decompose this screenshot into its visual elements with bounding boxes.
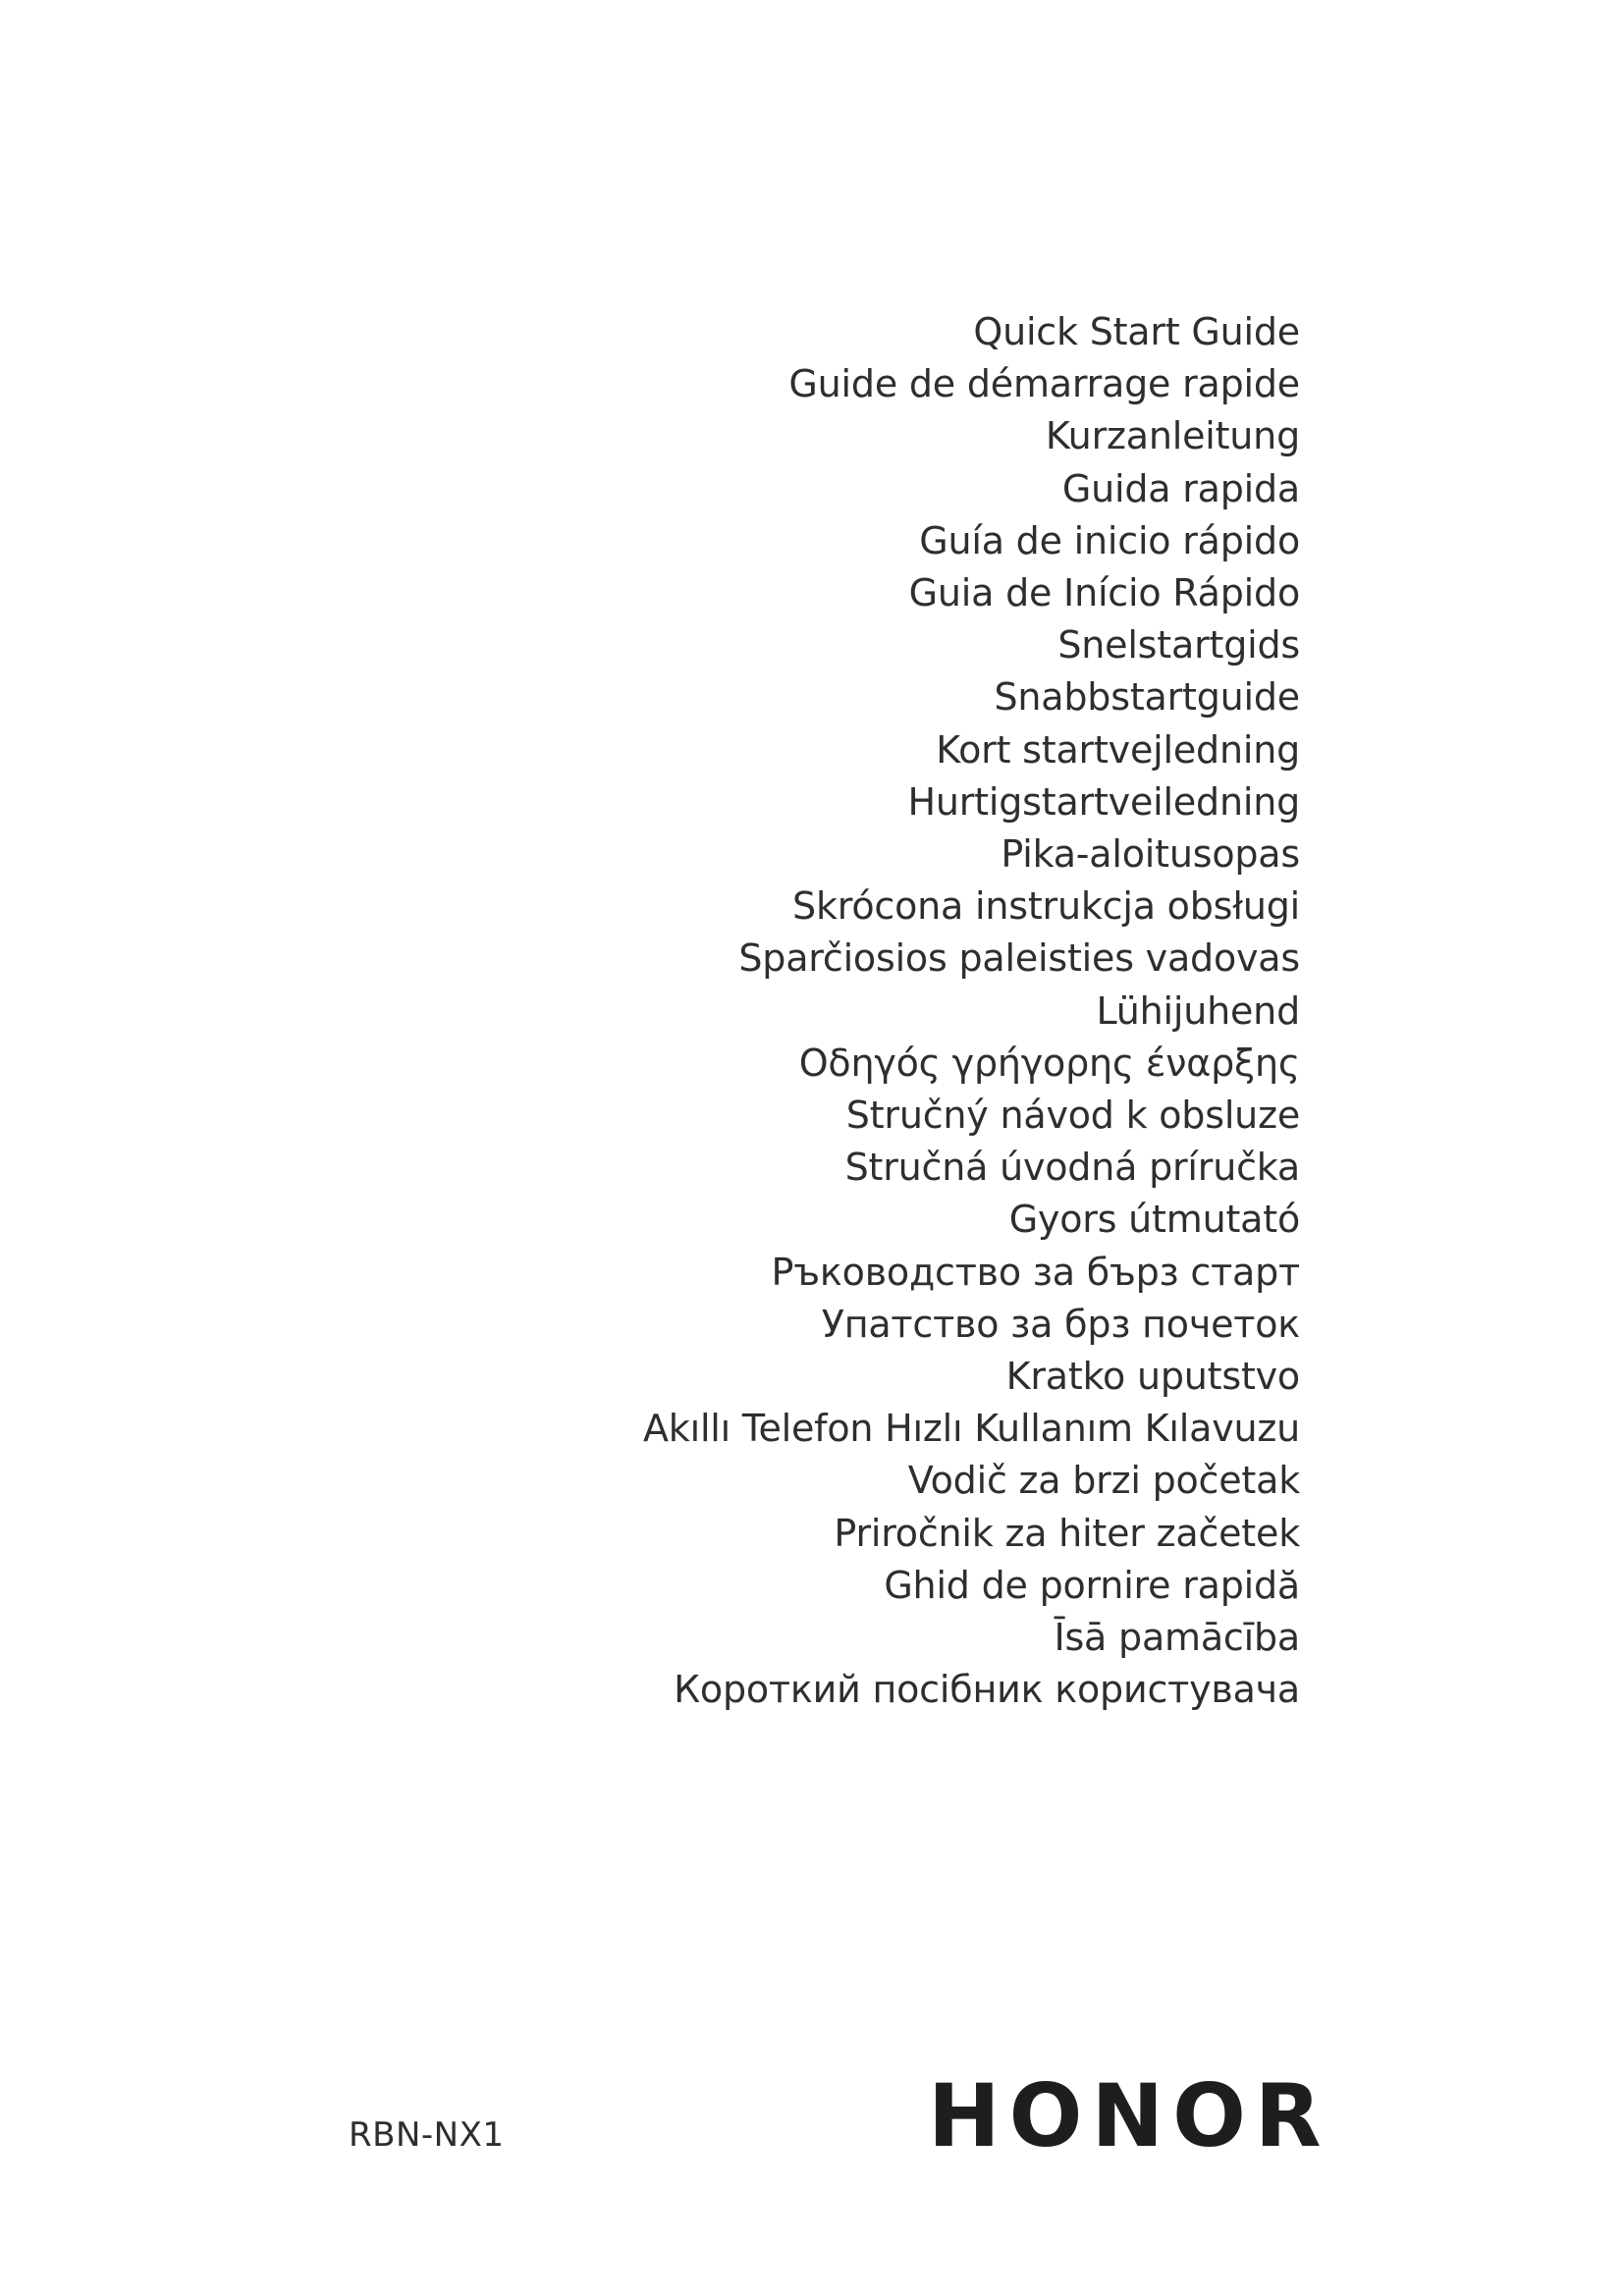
guide-title: Snelstartgids [1057, 623, 1300, 667]
guide-title: Priročnik za hiter začetek [834, 1511, 1300, 1555]
guide-title: Kratko uputstvo [1005, 1355, 1300, 1399]
guide-title: Kort startvejledning [936, 727, 1300, 772]
guide-title: Lühijuhend [1096, 988, 1300, 1033]
brand-logo: HONOR [928, 2065, 1330, 2166]
guide-title: Guia de Início Rápido [908, 571, 1300, 615]
guide-title: Īsā pamācība [1054, 1616, 1300, 1660]
guide-title: Guida rapida [1061, 466, 1300, 510]
guide-title: Guía de inicio rápido [919, 518, 1300, 562]
guide-title: Stručná úvodná príručka [844, 1146, 1300, 1190]
guide-title: Quick Start Guide [973, 310, 1300, 353]
guide-title: Ръководство за бърз старт [771, 1250, 1300, 1294]
guide-title: Skrócona instrukcja obsługi [792, 884, 1300, 929]
guide-title: Stručný návod k obsluze [845, 1094, 1300, 1138]
model-number: RBN-NX1 [349, 2115, 505, 2155]
guide-title: Упатство за брз почеток [821, 1302, 1300, 1346]
guide-title-list [643, 306, 1300, 1716]
guide-title: Οδηγός γρήγορης έναρξης [798, 1041, 1300, 1085]
guide-title: Kurzanleitung [1045, 414, 1300, 458]
guide-title: Akıllı Telefon Hızlı Kullanım Kılavuzu [642, 1407, 1300, 1451]
guide-title: Hurtigstartveiledning [907, 779, 1300, 824]
guide-title: Sparčiosios paleisties vadovas [738, 936, 1300, 981]
guide-title: Короткий посібник користувача [674, 1668, 1300, 1712]
guide-title: Guide de démarrage rapide [788, 362, 1300, 406]
guide-title: Gyors útmutató [1008, 1198, 1300, 1242]
guide-title: Snabbstartguide [994, 675, 1300, 720]
guide-title: Ghid de pornire rapidă [884, 1563, 1300, 1607]
guide-title: Pika-aloitusopas [1001, 832, 1300, 877]
guide-title: Vodič za brzi početak [907, 1459, 1300, 1503]
